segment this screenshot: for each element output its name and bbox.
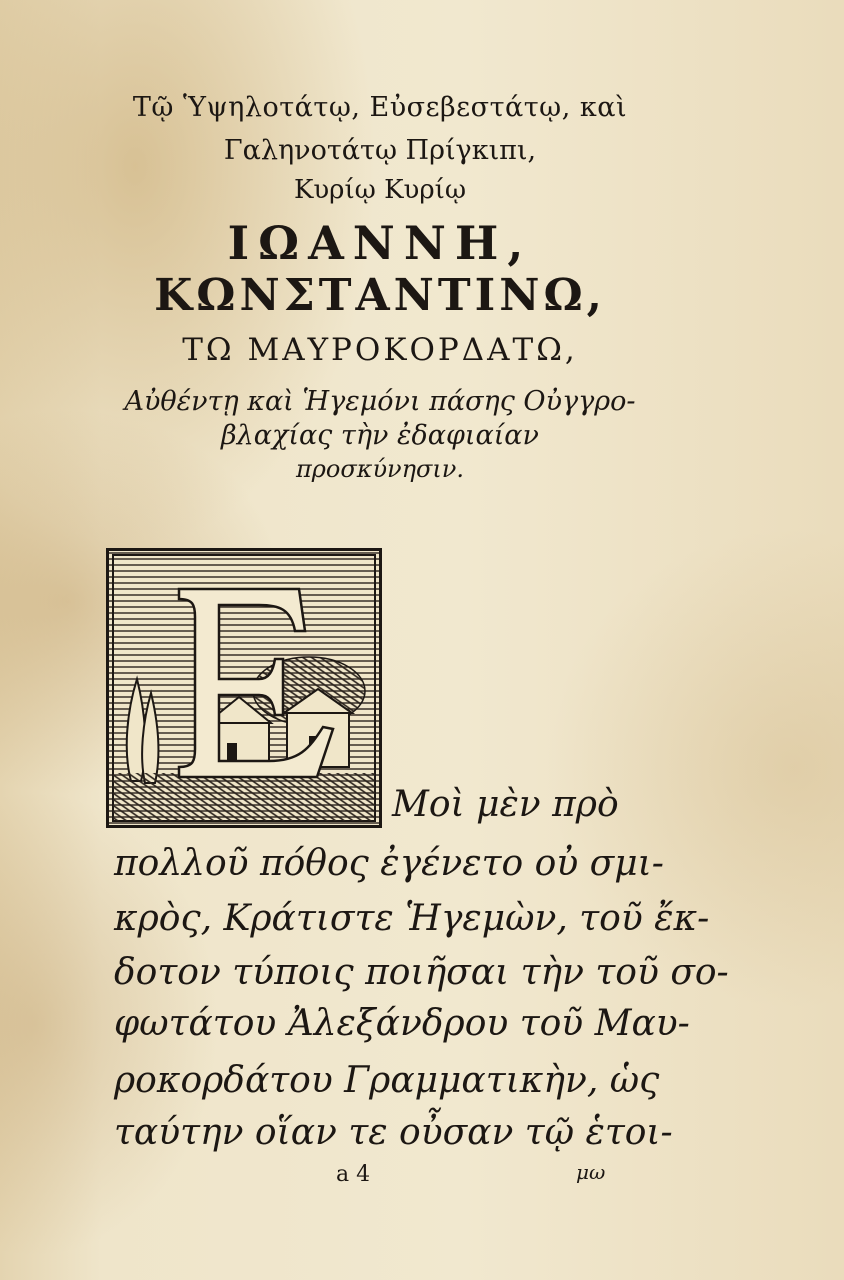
dedicatee-first-name: ΙΩΑΝΝΗ, [227,216,533,270]
dedication-line-2: Γαληνοτάτῳ Πρίγκιπι, [223,135,537,166]
dedication-line-3: Κυρίῳ Κυρίῳ [293,175,467,205]
dedicatee-second-name: ΚΩΝΣΤΑΝΤΙΝΩ, [154,270,606,321]
body-text-line-3: κρὸς, Κράτιστε Ἡγεμὼν, τοῦ ἔκ- [114,898,710,939]
signature-mark: a 4 [336,1162,371,1187]
dedicatee-family-name: ΤΩ ΜΑΥΡΟΚΟΡΔΑΤΩ, [182,332,578,368]
body-text-line-6: ροκορδάτου Γραμματικὴν, ὡς [114,1060,660,1101]
decorated-initial-woodcut [106,548,382,828]
body-text-line-1: Μοὶ μὲν πρὸ [392,784,619,825]
body-text-line-7: ταύτην οἵαν τε οὖσαν τῷ ἑτοι- [114,1112,673,1153]
body-text-line-2: πολλοῦ πόθος ἐγένετο οὐ σμι- [114,843,664,884]
dedication-line-8: βλαχίας τὴν ἐδαφιαίαν [221,420,539,451]
dedication-line-9: προσκύνησιν. [295,455,465,483]
catchword: μω [576,1160,606,1184]
dedication-line-7: Αὐθέντῃ καὶ Ἡγεμόνι πάσης Οὐγγρο- [124,386,636,417]
dedication-line-1: Τῷ Ὑψηλοτάτῳ, Εὐσεβεστάτῳ, καὶ [132,92,628,123]
body-text-line-4: δοτον τύποις ποιῆσαι τὴν τοῦ σο- [114,952,729,993]
body-text-line-5: φωτάτου Ἀλεξάνδρου τοῦ Μαυ- [114,1003,690,1044]
woodcut-illustration [109,551,379,825]
